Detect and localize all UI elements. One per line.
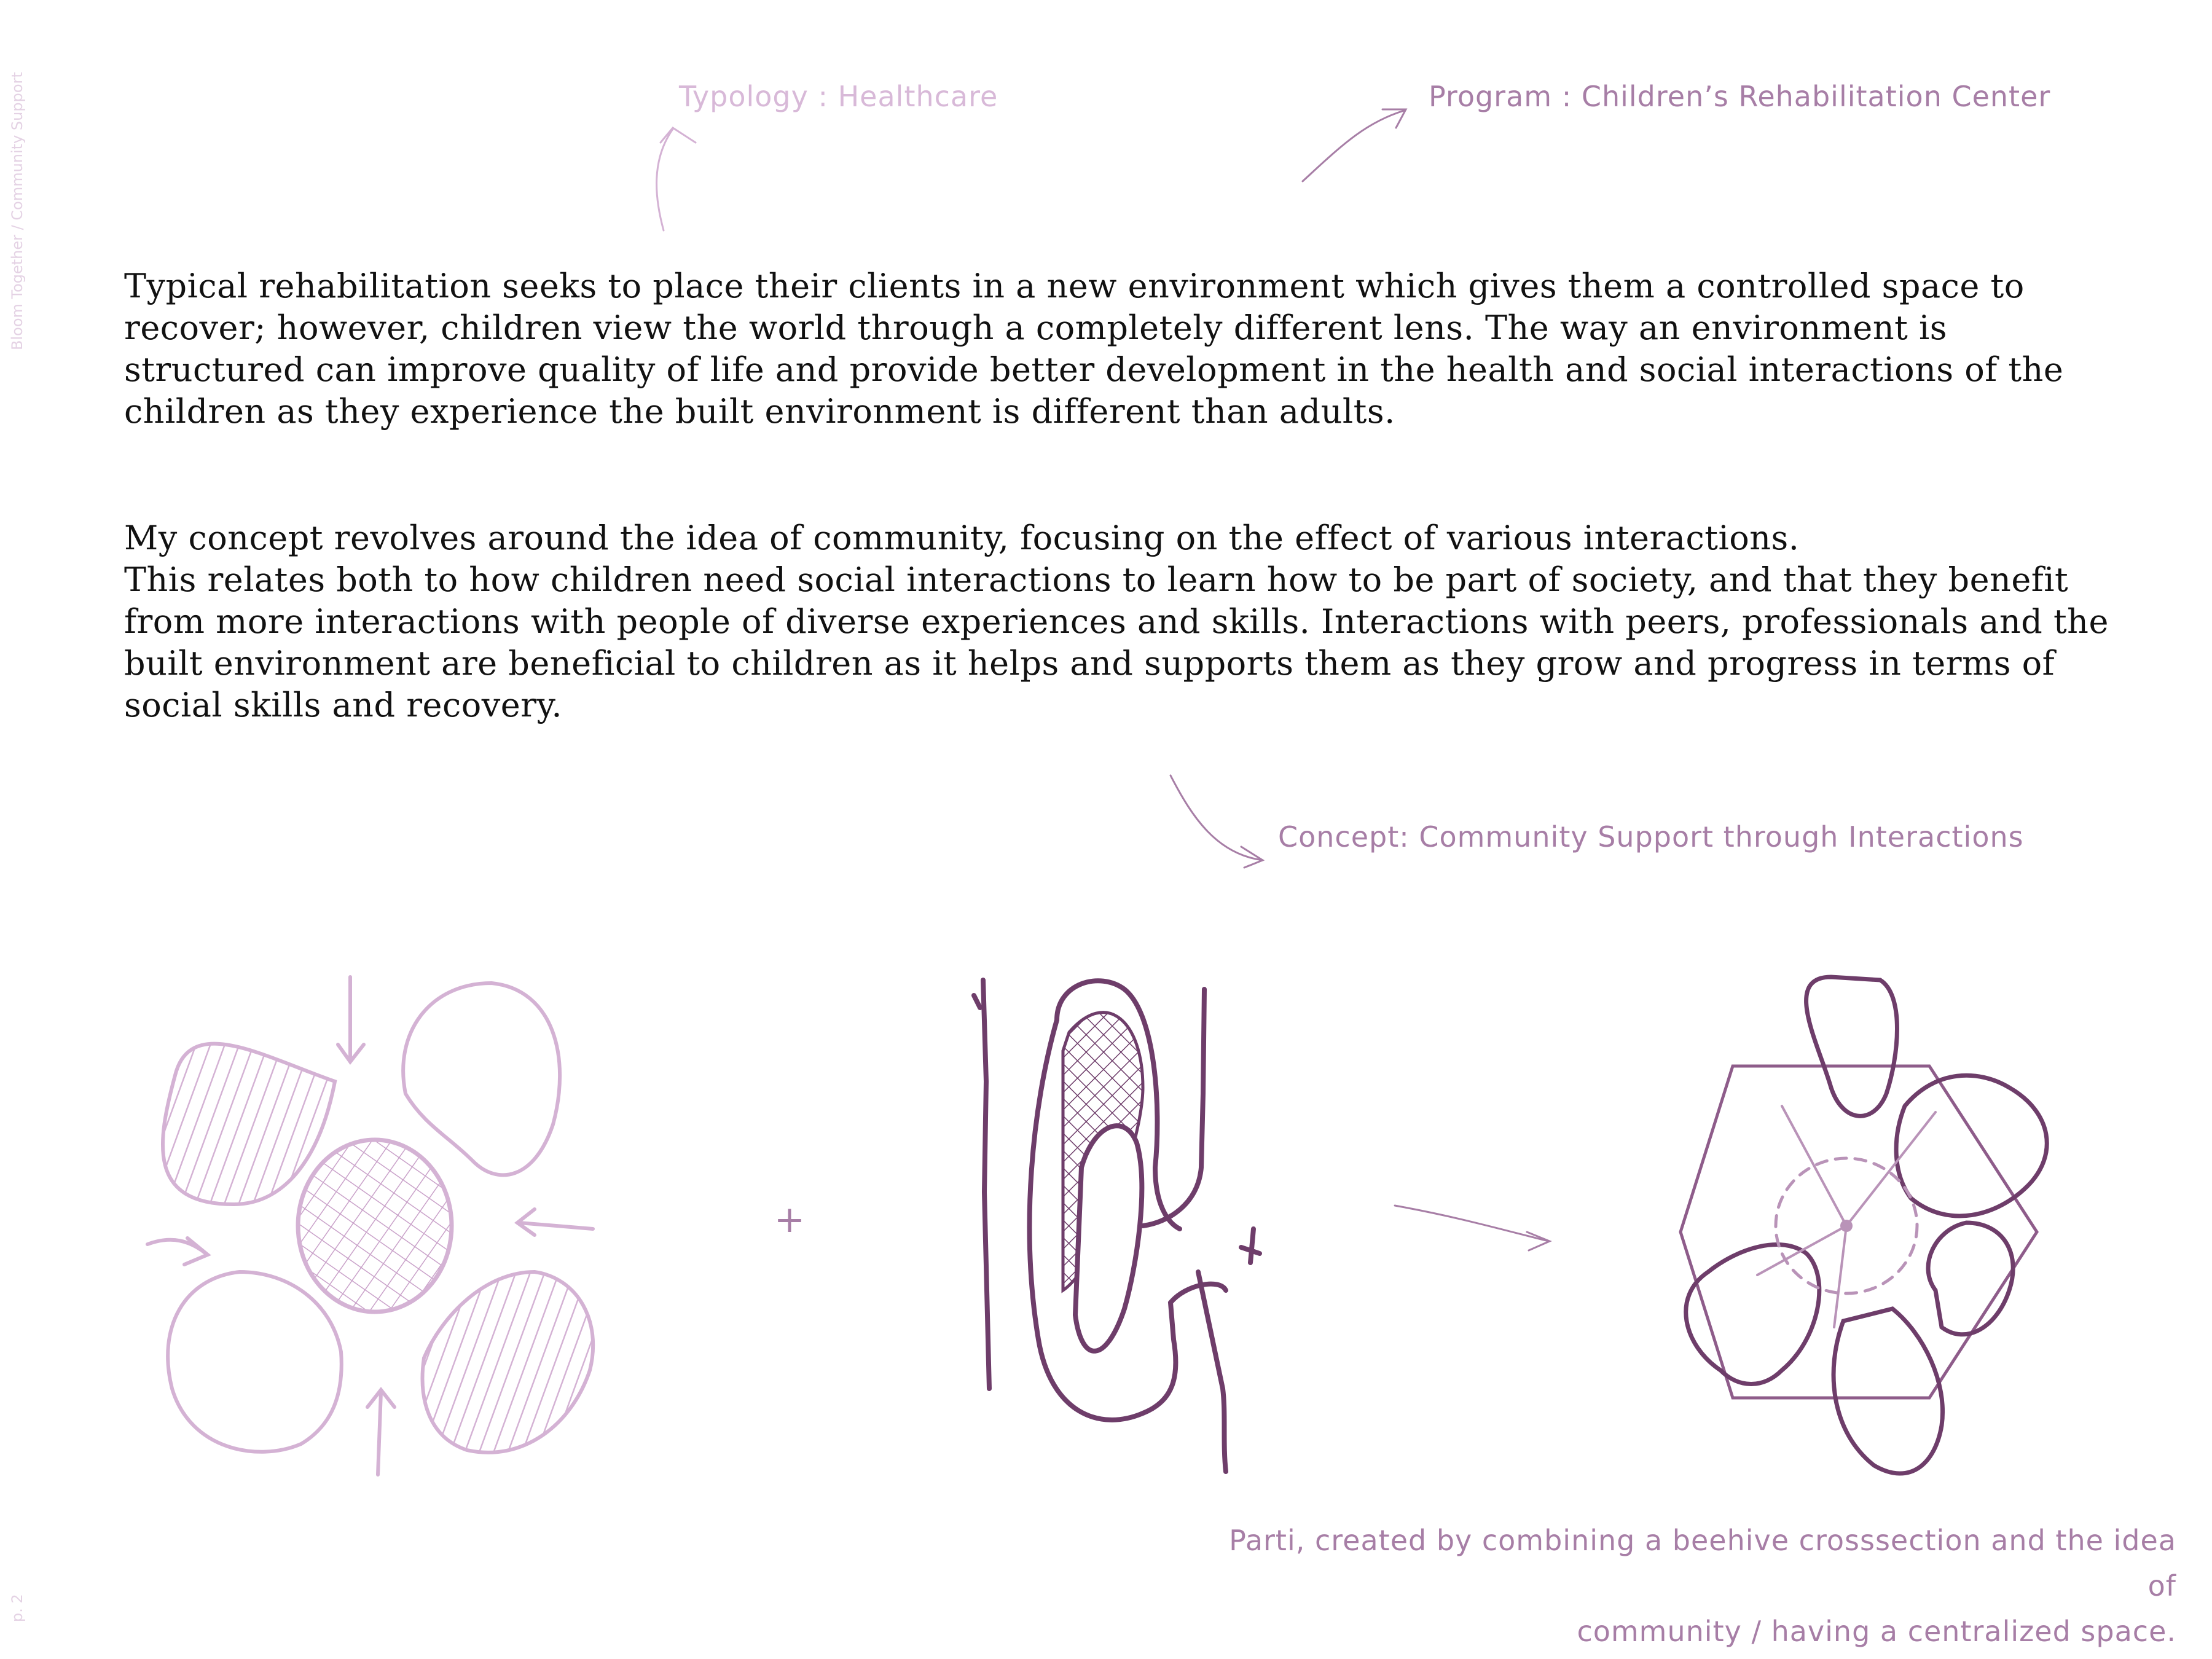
program-arrow: [1303, 109, 1406, 181]
transform-arrow: [1395, 1206, 1550, 1250]
parti-sketch: [1681, 977, 2047, 1473]
concept-annotation: Concept: Community Support through Interactions: [1278, 820, 2024, 853]
concept-paragraph-body: This relates both to how children need social interactions to learn how to be part of society, and that they benefit from more interactions with people of diverse experiences and skills. Interactions with peers, professionals and the built environment are beneficial to children as it helps and supports them as they grow and progress in terms of social skills and recovery.: [124, 560, 2109, 724]
running-title: Bloom Together / Community Support: [9, 72, 26, 350]
typology-annotation: Typology : Healthcare: [679, 80, 998, 113]
plus-operator: +: [774, 1198, 806, 1241]
concept-arrow: [1171, 775, 1263, 868]
community-sketch: [147, 977, 593, 1475]
beehive-sketch: [974, 980, 1260, 1472]
intro-paragraph: Typical rehabilitation seeks to place their clients in a new environment which gives them a controlled space to recover; however, children view the world through a completely different lens. The way an environment is structured can improve quality of life and provide better development in the health and social interactions of the children as they experience the built environment is different than adults.: [124, 267, 2064, 431]
parti-caption-line1: Parti, created by combining a beehive crosssection and the idea of: [1229, 1524, 2176, 1602]
typology-arrow: [657, 128, 696, 230]
page-number: p. 2: [9, 1594, 26, 1622]
parti-caption-line2: community / having a centralized space.: [1577, 1615, 2176, 1648]
program-annotation: Program : Children’s Rehabilitation Center: [1429, 80, 2051, 113]
concept-paragraph-line1: My concept revolves around the idea of community, focusing on the effect of various interactions.: [124, 519, 1800, 557]
